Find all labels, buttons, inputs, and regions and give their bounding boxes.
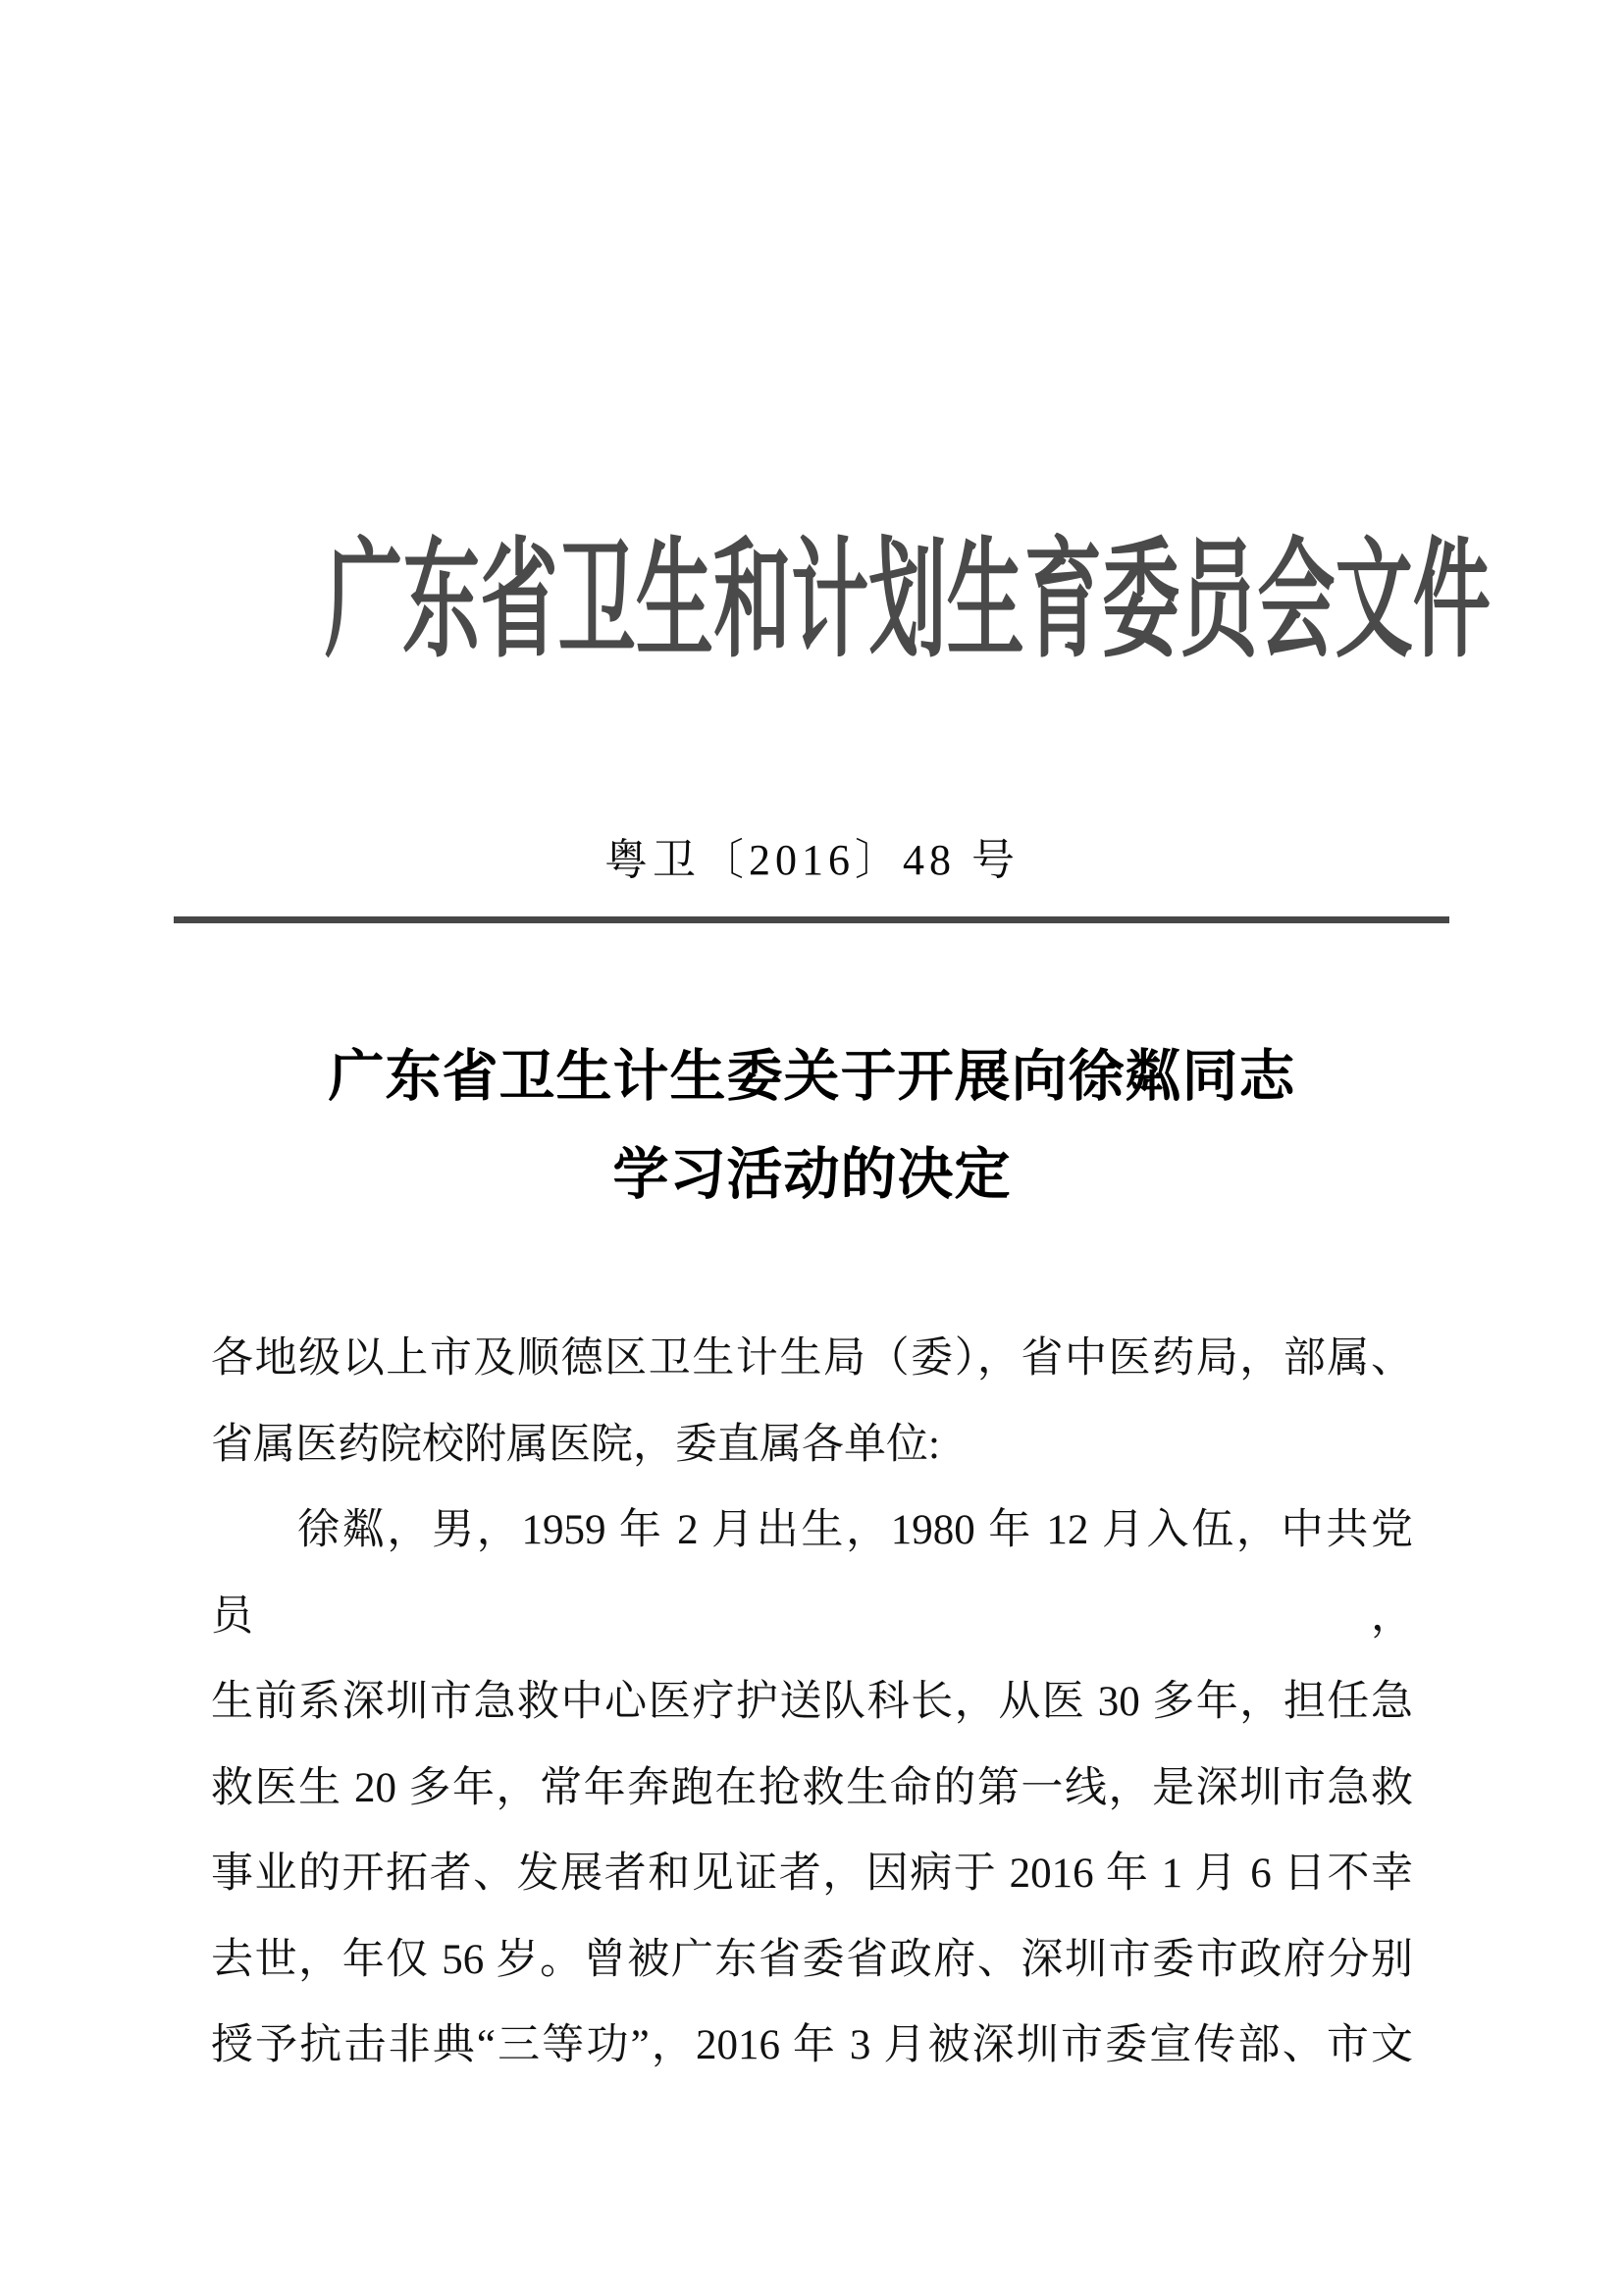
document-title	[0, 1028, 1624, 1225]
body-line-3: 徐粼，男，1959 年 2 月出生，1980 年 12 月入伍，中共党员，	[211, 1507, 1413, 1640]
body-line-7: 去世，年仅 56 岁。曾被广东省委省政府、深圳市委市政府分别	[211, 1936, 1413, 1983]
document-title-line-1: 广东省卫生计生委关于开展向徐粼同志	[328, 1046, 1296, 1108]
document-title-line-2: 学习活动的决定	[612, 1144, 1012, 1206]
body-line-1: 各地级以上市及顺德区卫生计生局（委），省中医药局，部属、	[211, 1335, 1413, 1382]
masthead-divider-line	[174, 916, 1449, 923]
body-line-4: 生前系深圳市急救中心医疗护送队科长，从医 30 多年，担任急	[211, 1679, 1413, 1725]
document-number: 粤卫〔2016〕48 号	[604, 836, 1020, 884]
document-body	[211, 1316, 1413, 2089]
agency-masthead-title: 广东省卫生和计划生育委员会文件	[324, 529, 1491, 673]
body-line-5: 救医生 20 多年，常年奔跑在抢救生命的第一线，是深圳市急救	[211, 1764, 1413, 1811]
body-line-6: 事业的开拓者、发展者和见证者，因病于 2016 年 1 月 6 日不幸	[211, 1851, 1413, 1897]
body-line-2: 省属医药院校附属医院，委直属各单位:	[211, 1421, 940, 1468]
body-line-8: 授予抗击非典“三等功”，2016 年 3 月被深圳市委宣传部、市文	[211, 2022, 1413, 2068]
